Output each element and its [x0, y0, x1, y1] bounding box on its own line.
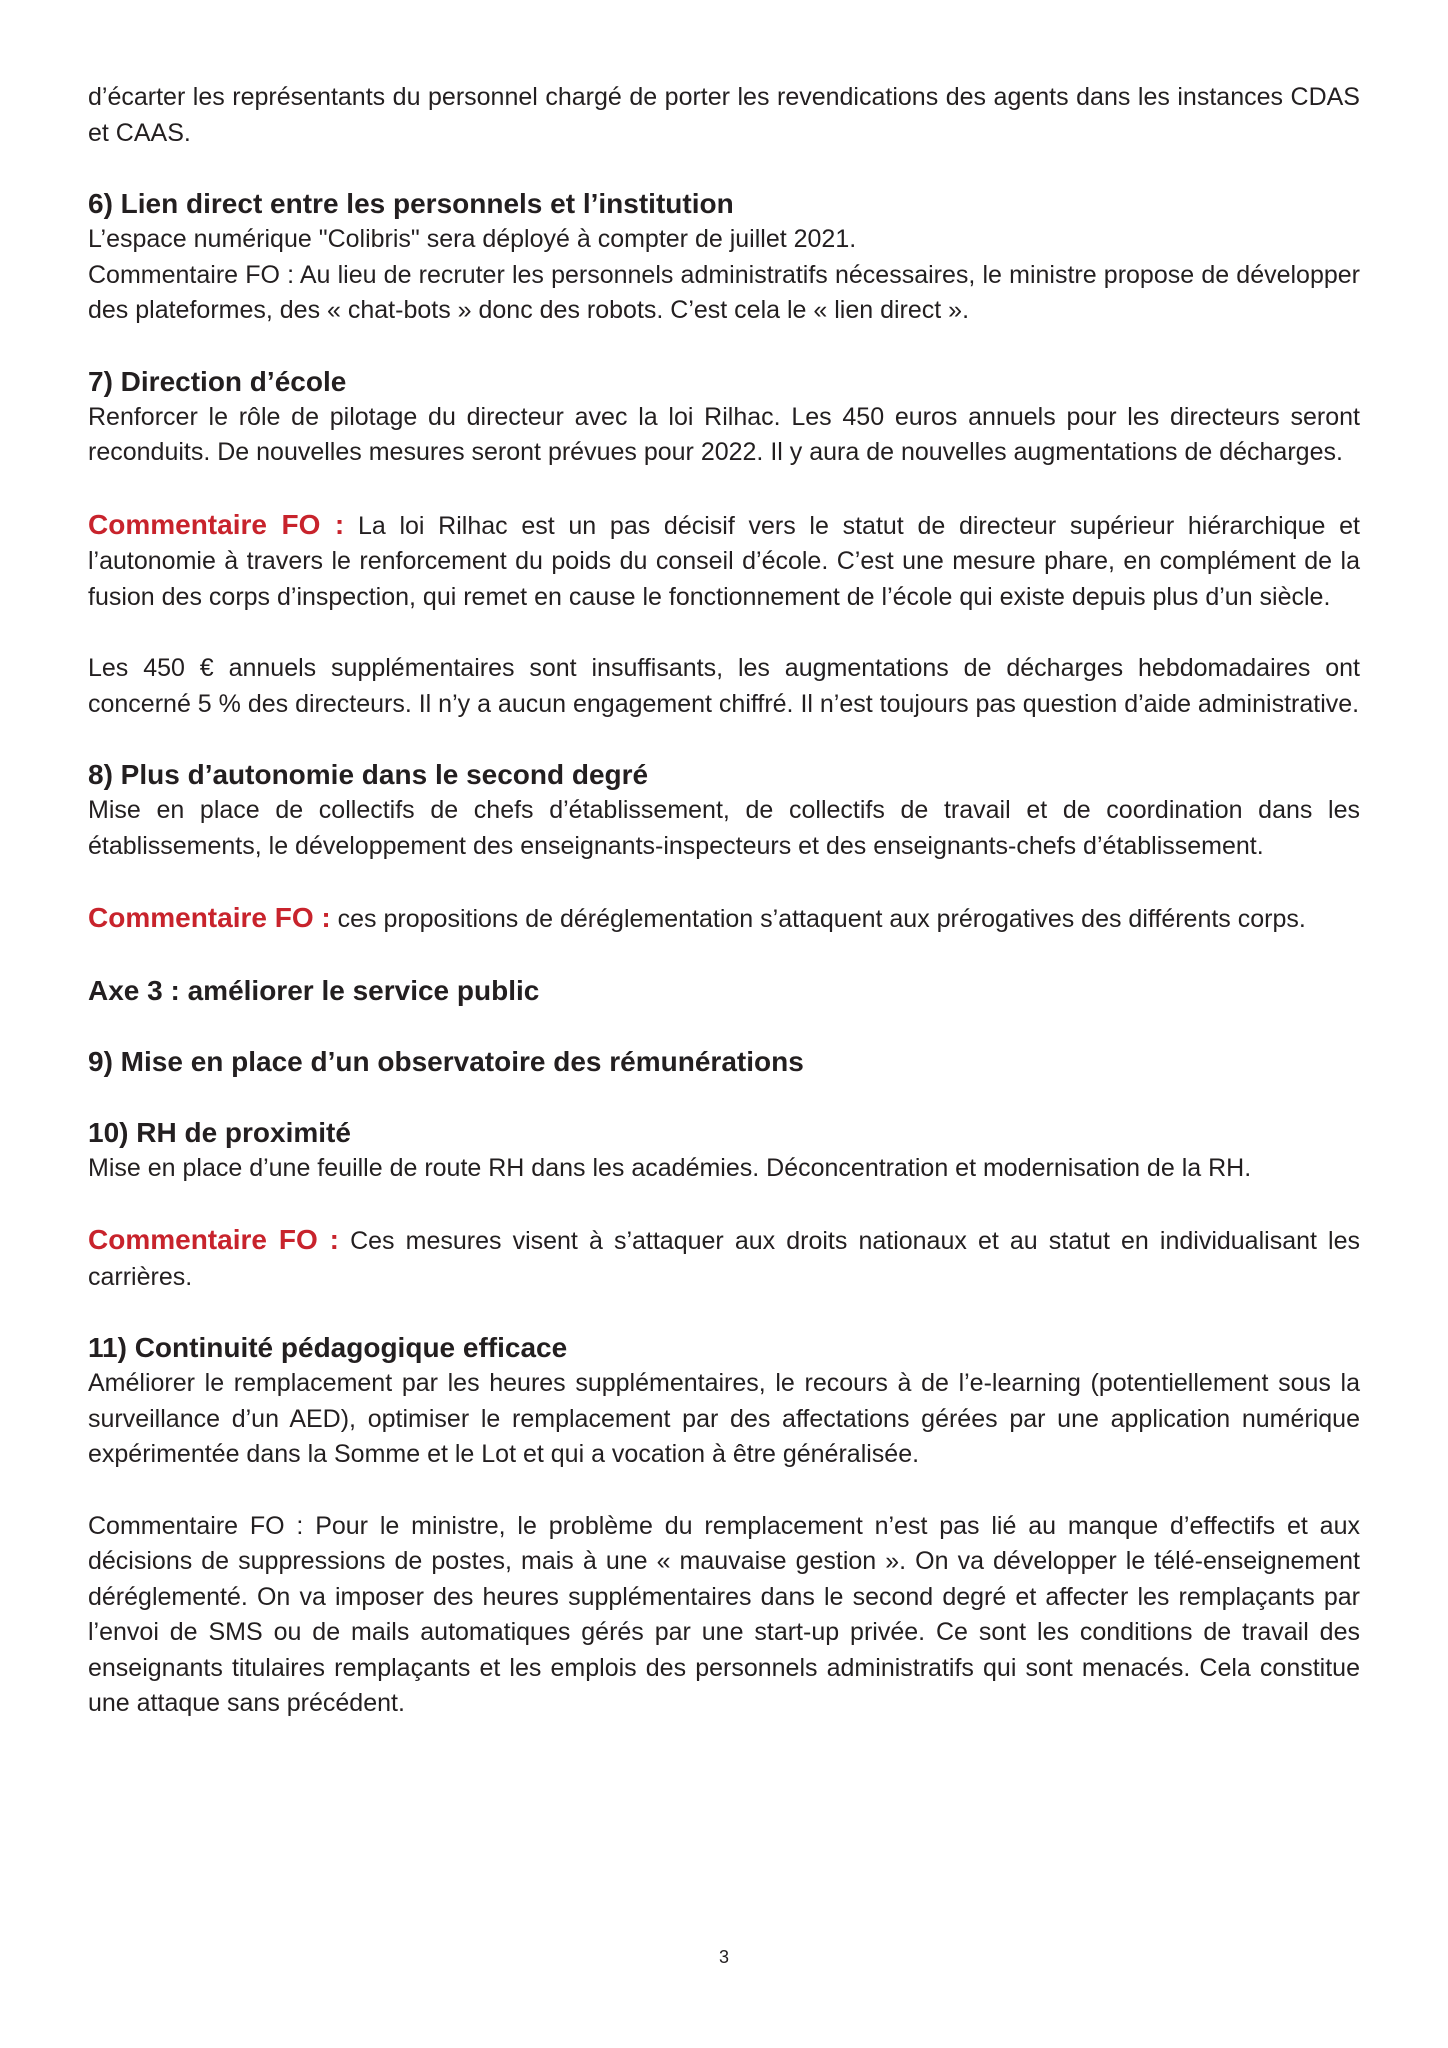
comment-fo-label: Commentaire FO :: [88, 1224, 339, 1255]
page-number: 3: [718, 1947, 729, 1967]
comment-fo-text: Ces mesures visent à s’attaquer aux droits nationaux et au statut en individualisant les carrières.: [88, 1227, 1360, 1291]
comment-fo-text: ces propositions de déréglementation s’attaquent aux prérogatives des différents corps.: [330, 905, 1306, 933]
axe-3-heading: Axe 3 : améliorer le service public: [88, 974, 540, 1006]
section-7-text: Renforcer le rôle de pilotage du directeur avec la loi Rilhac. Les 450 euros annuels pour les directeurs seront reconduits. De nouvelles mesures seront prévues pour 2022. Il y aura de nouvelles augmentations de décharges.: [88, 402, 1360, 466]
intro-paragraph: d’écarter les représentants du personnel chargé de porter les revendications des agents dans les instances CDAS et CAAS.: [88, 83, 1360, 147]
section-11-text: Améliorer le remplacement par les heures supplémentaires, le recours à de l’e-learning (potentiellement sous la surveillance d’un AED), optimiser le remplacement par des affectations gérées par une application numérique expérimentée dans la Somme et le Lot et qui a vocation à être généralisée.: [88, 1369, 1360, 1468]
section-7-paragraph-2: Les 450 € annuels supplémentaires sont insuffisants, les augmentations de décharges hebdomadaires ont concerné 5 % des directeurs. Il n’y a aucun engagement chiffré. Il n’est toujours pas question d’aide administrative.: [88, 654, 1360, 718]
section-11-comment: Commentaire FO : Pour le ministre, le problème du remplacement n’est pas lié au manque d’effectifs et aux décisions de suppressions de postes, mais à une « mauvaise gestion ». On va développer le télé-enseignement déréglementé. On va imposer des heures supplémentaires dans le second degré et affecter les remplaçants par l’envoi de SMS ou de mails automatiques gérés par une start-up privée. Ce sont les conditions de travail des enseignants titulaires remplaçants et les emplois des personnels administratifs qui sont menacés. Cela constitue une attaque sans précédent.: [88, 1511, 1360, 1717]
section-6-heading: 6) Lien direct entre les personnels et l’institution: [88, 188, 734, 219]
section-8-comment: [88, 900, 1360, 938]
comment-fo-label: Commentaire FO :: [88, 902, 331, 933]
section-11-heading: 11) Continuité pédagogique efficace: [88, 1332, 568, 1363]
section-10-comment: [88, 1222, 1360, 1295]
section-6-comment: Commentaire FO : Au lieu de recruter les personnels administratifs nécessaires, le ministre propose de développer des plateformes, des « chat-bots » donc des robots. C’est cela le « lien direct ».: [88, 260, 1360, 324]
section-11: [88, 1330, 1360, 1722]
section-8: [88, 757, 1360, 938]
section-6-line-1: L’espace numérique "Colibris" sera déployé à compter de juillet 2021.: [88, 225, 857, 253]
section-10: [88, 1115, 1360, 1296]
section-8-heading: 8) Plus d’autonomie dans le second degré: [88, 759, 649, 790]
comment-fo-text: La loi Rilhac est un pas décisif vers le statut de directeur supérieur hiérarchique et l’autonomie à travers le renforcement du poids du conseil d’école. C’est une mesure phare, en complément de la fusion des corps d’inspection, qui remet en cause le fonctionnement de l’école qui existe depuis plus d’un siècle.: [88, 511, 1361, 611]
section-10-text: Mise en place d’une feuille de route RH dans les académies. Déconcentration et modernisation de la RH.: [88, 1153, 1252, 1182]
section-9-heading: 9) Mise en place d’un observatoire des rémunérations: [88, 1045, 804, 1077]
section-8-text: Mise en place de collectifs de chefs d’établissement, de collectifs de travail et de coordination dans les établissements, le développement des enseignants-inspecteurs et des enseignants-chefs d’établissement.: [88, 796, 1360, 860]
comment-fo-label: Commentaire FO :: [88, 508, 345, 540]
section-6: [88, 186, 1360, 329]
section-7: [88, 364, 1360, 723]
section-7-comment: [88, 507, 1360, 616]
document-page: [88, 80, 1360, 1722]
section-10-heading: 10) RH de proximité: [88, 1116, 351, 1148]
section-7-heading: 7) Direction d’école: [88, 365, 347, 397]
